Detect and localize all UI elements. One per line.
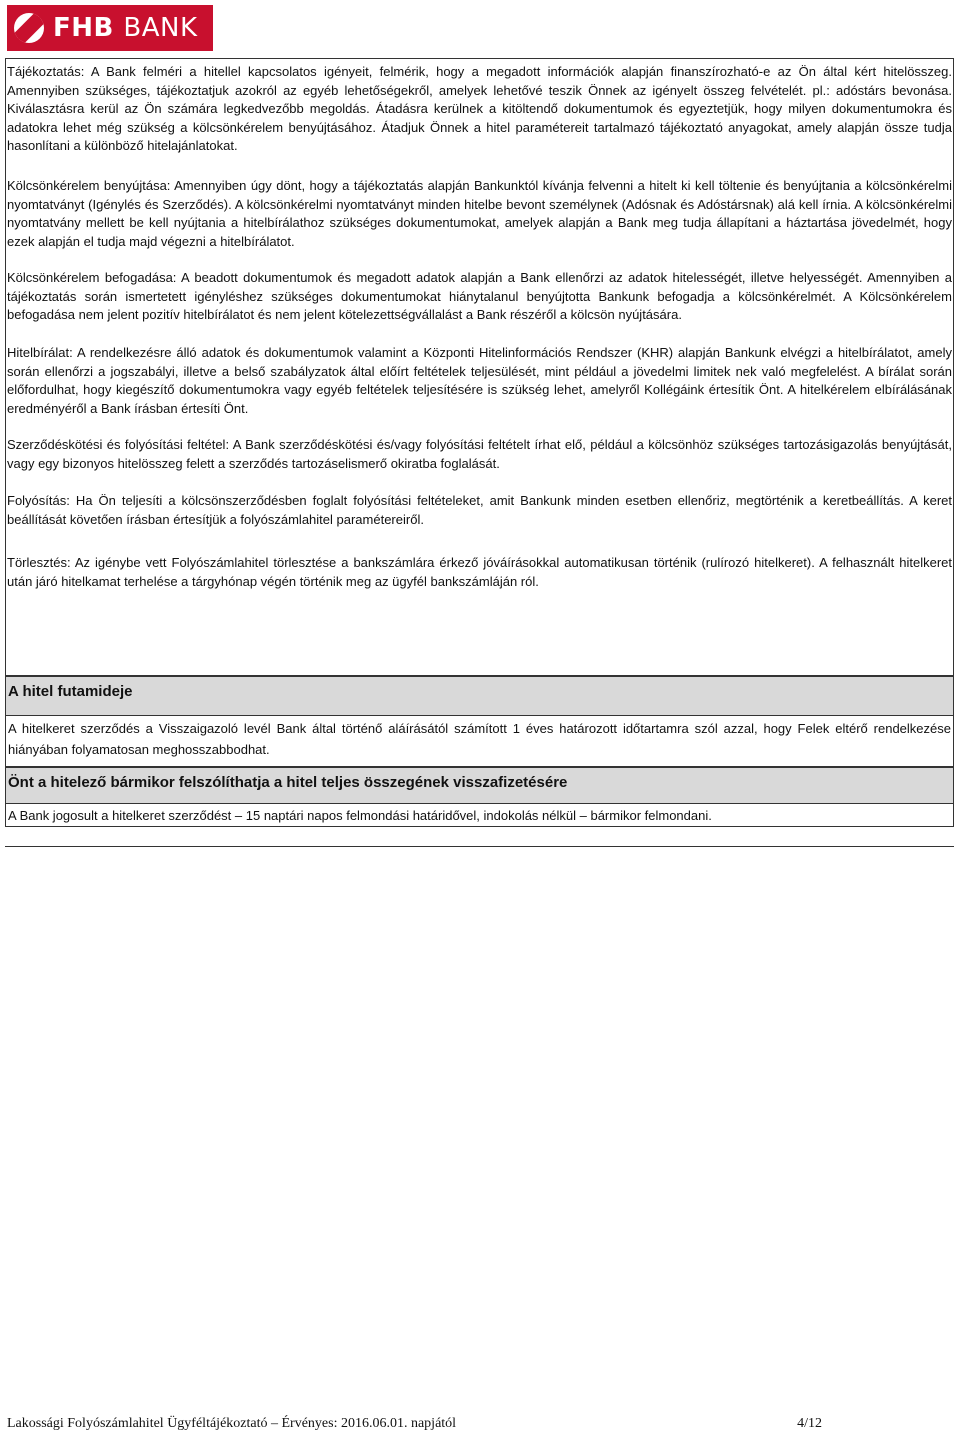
process-description-box: [5, 58, 954, 676]
paragraph-kolcsonkerelem-befogadasa: Kölcsönkérelem befogadása: A beadott dokumentumok és megadott adatok alapján a Bank ellenőrzi az adatok hitelességét, illetve helyességét. Amennyiben a tájékoztatás során ismertetett igényléshez szükséges dokumentumokat hiánytalanul benyújtotta Bankunk befogadja a kölcsönkérelmét. A Kölcsönkérelem befogadása nem jelent pozitív hitelbírálatot és nem jelent kötelezettségvállalást a Bank részéről a kölcsön nyújtására.: [7, 270, 952, 323]
paragraph-kolcsonkerelem-benyujtasa: Kölcsönkérelem benyújtása: Amennyiben úgy dönt, hogy a tájékoztatás alapján Bankunktól kívánja felvenni a hitelt ki kell töltenie és benyújtania a kölcsönkérelmi nyomtatványt (Igénylés és Szerződés). A kölcsönkérelmi nyomtatványt minden hitelbe bevont személynek (Adósnak és Adóstársnak) alá kell írnia. A kölcsönkérelmi nyomtatvány mellett be kell nyújtania a hitelbírálathoz szükséges dokumentumokat, amelyek alapján a Bank meg tudja állapítani a háztartása jövedelmét, hogy ezek alapján el tudja majd végezni a hitelbírálatot.: [7, 178, 952, 249]
section-body: A hitelkeret szerződés a Visszaigazoló levél Bank által történő aláírásától számított 1 éves határozott időtartamra szól azzal, hogy Felek eltérő rendelkezése hiányában folyamatosan meghosszabbodhat.: [6, 715, 953, 763]
section-heading: A hitel futamideje: [6, 677, 953, 715]
section-heading: Önt a hitelező bármikor felszólíthatja a hitel teljes összegének visszafizetésére: [6, 768, 953, 803]
footer-text: Lakossági Folyószámlahitel Ügyféltájékoztató – Érvényes: 2016.06.01. napjától: [7, 1416, 457, 1431]
logo-text-bold: FHB: [53, 13, 114, 43]
page-footer: [7, 1416, 822, 1432]
logo-text-light: BANK: [123, 13, 198, 43]
paragraph-folyositas: Folyósítás: Ha Ön teljesíti a kölcsönszerződésben foglalt folyósítási feltételeket, amit Bankunk minden esetben ellenőriz, megtörténik a keretbeállítás. A keret beállítását követően írásban értesítjük a folyószámlahitel paramétereiről.: [7, 493, 952, 527]
paragraph-tajekoztatas: Tájékoztatás: A Bank felméri a hitellel kapcsolatos igényeit, felmérik, hogy a megadott információk alapján finanszírozható-e az Ön által kért hitelösszeg. Amennyiben szükséges, tájékoztatjuk azokról az egyéb lehetőségekről, amelyek lehetővé teszik Önnek az igényelt összeg felvételét. pl.: adóstárs bevonása. Kiválasztásra kerül az Ön számára legkedvezőbb megoldás. Átadásra kerülnek a kitöltendő dokumentumok és egyeztetjük, hogy milyen dokumentumokra és adatokra lehet még szükség a kölcsönkérelem benyújtásához. Átadjuk Önnek a hitel paramétereit tartalmazó tájékoztató anyagokat, amely alapján össze tudja hasonlítani a különböző hitelajánlatokat.: [7, 64, 952, 154]
section-body: A Bank jogosult a hitelkeret szerződést – 15 naptári napos felmondási határidővel, indokolás nélkül – bármikor felmondani.: [6, 803, 953, 830]
page-number: 4/12: [797, 1416, 822, 1431]
fhb-logo-icon: [14, 13, 44, 43]
section-hitel-futamideje: [5, 676, 954, 767]
paragraph-szerzodeskotesi-feltetel: Szerződéskötési és folyósítási feltétel: A Bank szerződéskötési és/vagy folyósítási feltételt írhat elő, például a kölcsönhöz szükséges tartozásigazolás benyújtását, vagy egy bizonyos hitelösszeg felett a szerződés tartozáselismerő okiratba foglalását.: [7, 437, 952, 471]
logo-text: [53, 13, 198, 43]
divider: [5, 846, 954, 847]
paragraph-torlesztes: Törlesztés: Az igénybe vett Folyószámlahitel törlesztése a bankszámlára érkező jóváírásokkal automatikusan történik (rulírozó hitelkeret). A felhasznált hitelkeret után járó hitelkamat terhelése a tárgyhónap végén történik meg az ügyfél bankszámláján ról.: [7, 555, 952, 589]
paragraph-hitelbiralat: Hitelbírálat: A rendelkezésre álló adatok és dokumentumok valamint a Központi Hitelinformációs Rendszer (KHR) alapján Bankunk elvégzi a hitelbírálatot, amely során ellenőrzi a jogszabályi, illetve a belső szabályzatok által előírt feltételek teljesülését, mint például a jövedelmi limitek nek való megfelelést. A bírálat során előfordulhat, hogy kiegészítő dokumentumokra vagy egyéb feltételek teljesítésére is szükség lehet, amelyről Kollégáink értesítik Önt. A hitelkérelem elbírálásának eredményéről a Bank írásban értesíti Önt.: [7, 345, 952, 416]
fhb-bank-logo: [7, 5, 213, 51]
section-visszafizetes: [5, 767, 954, 827]
